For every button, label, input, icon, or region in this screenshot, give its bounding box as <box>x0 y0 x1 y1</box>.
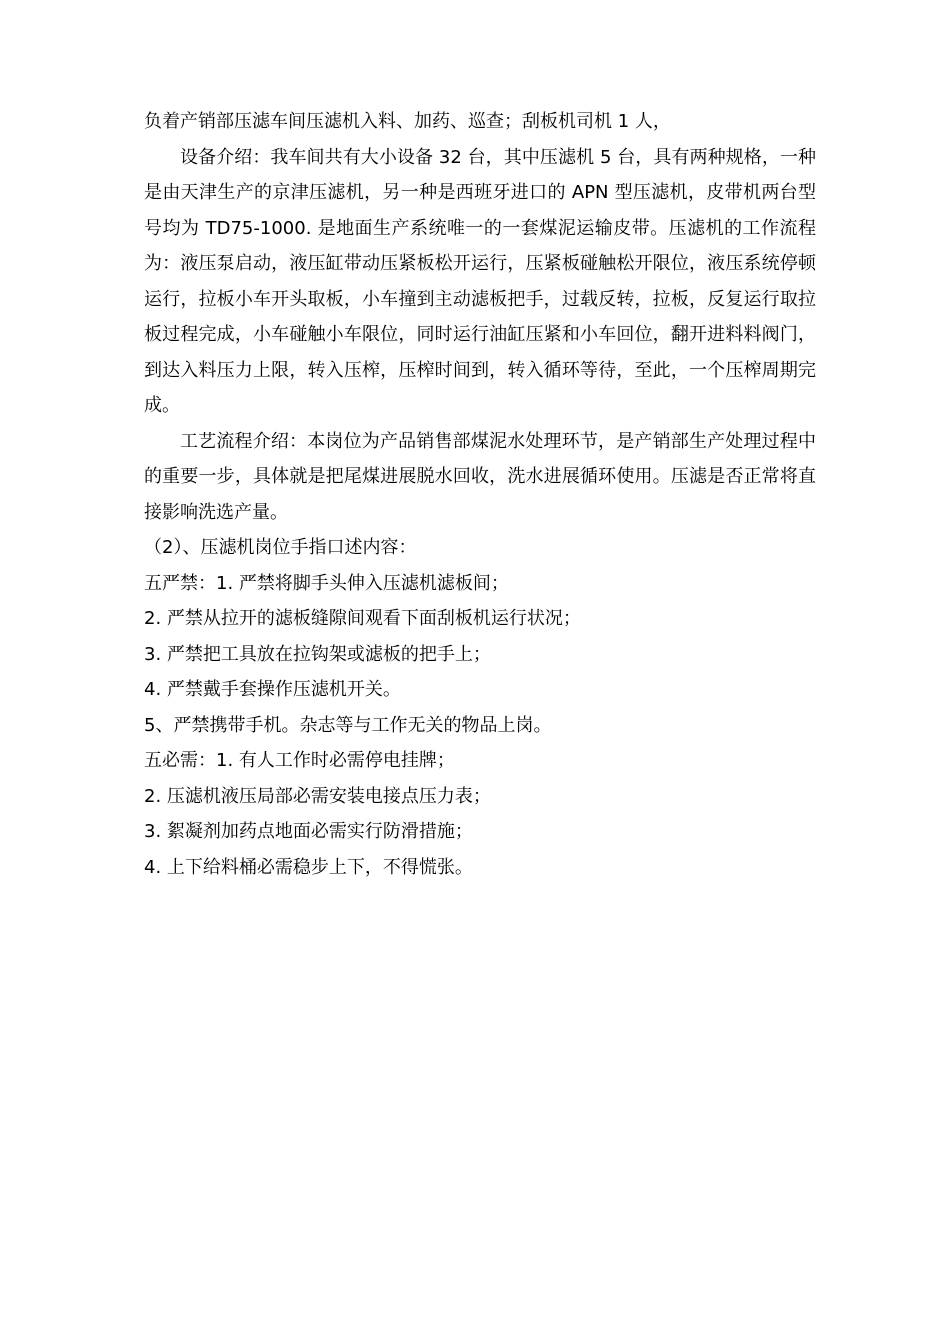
prohibition-item: 4. 严禁戴手套操作压滤机开关。 <box>144 679 401 700</box>
document-body <box>144 104 816 885</box>
requirement-item: 五必需：1. 有人工作时必需停电挂牌； <box>144 750 455 771</box>
paragraph-equipment-intro: 设备介绍：我车间共有大小设备 32 台，其中压滤机 5 台，具有两种规格，一种是由天津生产的京津压滤机，另一种是西班牙进口的 APN 型压滤机，皮带机两台型号均为 TD75-1000. 是地面生产系统唯一的一套煤泥运输皮带。压滤机的工作流程为：液压泵启动，液压缸带动压紧板松开运行，压紧板碰触松开限位，液压系统停顿运行，拉板小车开头取板，小车撞到主动滤板把手，过载反转，拉板，反复运行取拉板过程完成，小车碰触小车限位，同时运行油缸压紧和小车回位，翻开进料料阀门，到达入料压力上限，转入压榨，压榨时间到，转入循环等待，至此，一个压榨周期完成。 <box>144 146 816 416</box>
requirements-list <box>144 743 816 885</box>
section-heading: （2）、压滤机岗位手指口述内容： <box>144 537 417 558</box>
prohibitions-list <box>144 566 816 744</box>
paragraph-staffing: 负着产销部压滤车间压滤机入料、加药、巡查；刮板机司机 1 人， <box>144 111 671 132</box>
prohibition-item: 2. 严禁从拉开的滤板缝隙间观看下面刮板机运行状况； <box>144 608 581 629</box>
prohibition-item: 五严禁：1. 严禁将脚手头伸入压滤机滤板间； <box>144 572 509 594</box>
paragraph-process-intro: 工艺流程介绍：本岗位为产品销售部煤泥水处理环节，是产销部生产处理过程中的重要一步，具体就是把尾煤进展脱水回收，洗水进展循环使用。压滤是否正常将直接影响洗选产量。 <box>144 430 816 523</box>
requirement-item: 4. 上下给料桶必需稳步上下，不得慌张。 <box>144 856 473 878</box>
requirement-item: 2. 压滤机液压局部必需安装电接点压力表； <box>144 785 491 807</box>
prohibition-item: 3. 严禁把工具放在拉钩架或滤板的把手上； <box>144 643 491 665</box>
requirement-item: 3. 絮凝剂加药点地面必需实行防滑措施； <box>144 821 473 842</box>
prohibition-item: 5、严禁携带手机。杂志等与工作无关的物品上岗。 <box>144 714 552 736</box>
